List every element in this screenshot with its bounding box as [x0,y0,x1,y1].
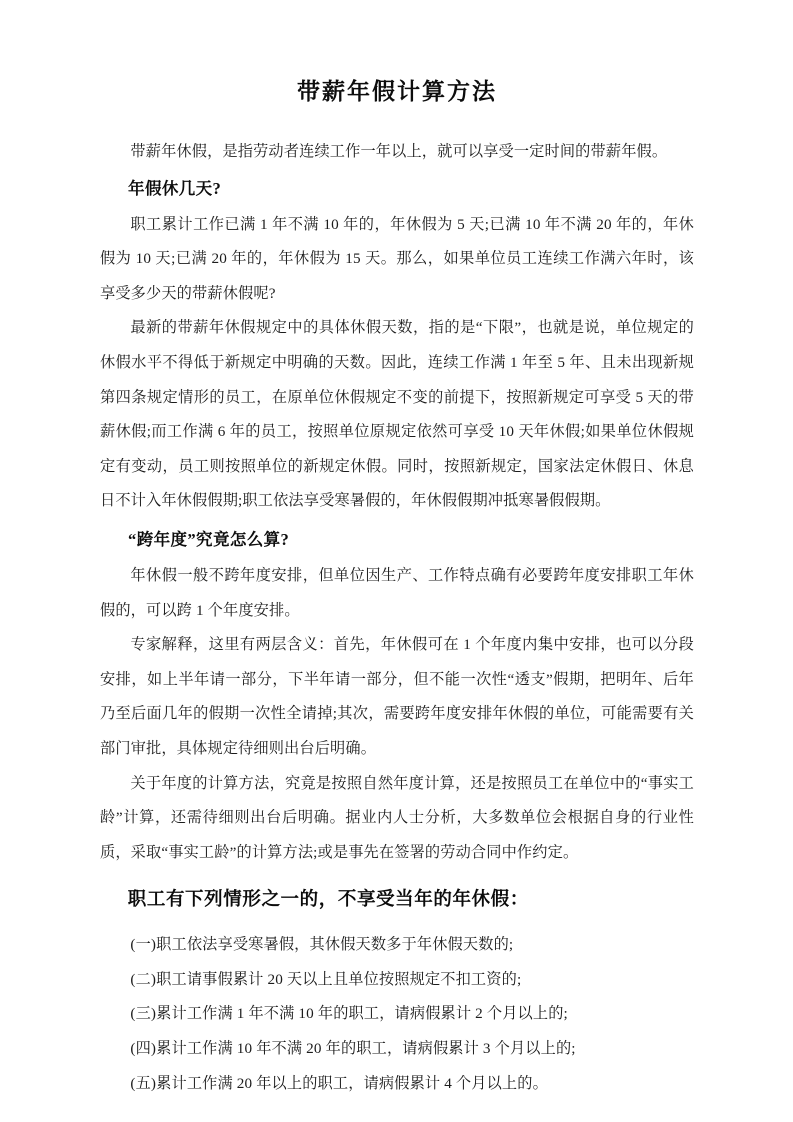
list-item: (五)累计工作满 20 年以上的职工，请病假累计 4 个月以上的。 [130,1074,548,1092]
list-item: (四)累计工作满 10 年不满 20 年的职工，请病假累计 3 个月以上的; [130,1040,576,1058]
list-item: (二)职工请事假累计 20 天以上且单位按照规定不扣工资的; [130,970,522,988]
section-heading-cross-year: “跨年度”究竟怎么算? [128,529,290,549]
list-item: (三)累计工作满 1 年不满 10 年的职工，请病假累计 2 个月以上的; [130,1005,568,1023]
page-title: 带薪年假计算方法 [297,79,497,104]
paragraph-expert-explanation: 专家解释，这里有两层含义：首先，年休假可在 1 个年度内集中安排，也可以分段安排，如上半年请一部分，下半年请一部分，但不能一次性“透支”假期，把明年、后年乃至后面几年的假期一次性全请掉;其次，需要跨年度安排年休假的单位，可能需要有关部门审批，具体规定待细则出台后明确。 [100,636,694,757]
paragraph-leave-entitlement: 职工累计工作已满 1 年不满 10 年的，年休假为 5 天;已满 10 年不满 20 年的，年休假为 10 天;已满 20 年的，年休假为 15 天。那么，如果单位员工连续工作满六年时，该享受多少天的带薪休假呢? [100,215,694,302]
paragraph-cross-year-arrangement: 年休假一般不跨年度安排，但单位因生产、工作特点确有必要跨年度安排职工年休假的，可以跨 1 个年度安排。 [100,566,694,619]
section-heading-exclusions: 职工有下列情形之一的，不享受当年的年休假： [127,890,529,911]
intro-paragraph: 带薪年休假，是指劳动者连续工作一年以上，就可以享受一定时间的带薪年假。 [130,143,668,160]
paragraph-minimum-standard: 最新的带薪年休假规定中的具体休假天数，指的是“下限”，也就是说，单位规定的休假水平不得低于新规定中明确的天数。因此，连续工作满 1 年至 5 年、且未出现新规第四条规定情形的员工，在原单位休假规定不变的前提下，按照新规定可享受 5 天的带薪休假;而工作满 6 年的员工，按照单位原规定依然可享受 10 天年休假;如果单位休假规定有变动，员工则按照单位的新规定休假。同时，按照新规定，国家法定休假日、休息日不计入年休假假期;职工依法享受寒暑假的，年休假假期冲抵寒暑假假期。 [100,319,694,510]
section-heading-annual-leave-days: 年假休几天? [128,178,222,198]
document-body [100,0,694,1101]
paragraph-year-calculation-method: 关于年度的计算方法，究竟是按照自然年度计算，还是按照员工在单位中的“事实工龄”计算，还需待细则出台后明确。据业内人士分析，大多数单位会根据自身的行业性质，采取“事实工龄”的计算方法;或是事先在签署的劳动合同中作约定。 [100,774,694,861]
list-item: (一)职工依法享受寒暑假，其休假天数多于年休假天数的; [130,936,514,954]
